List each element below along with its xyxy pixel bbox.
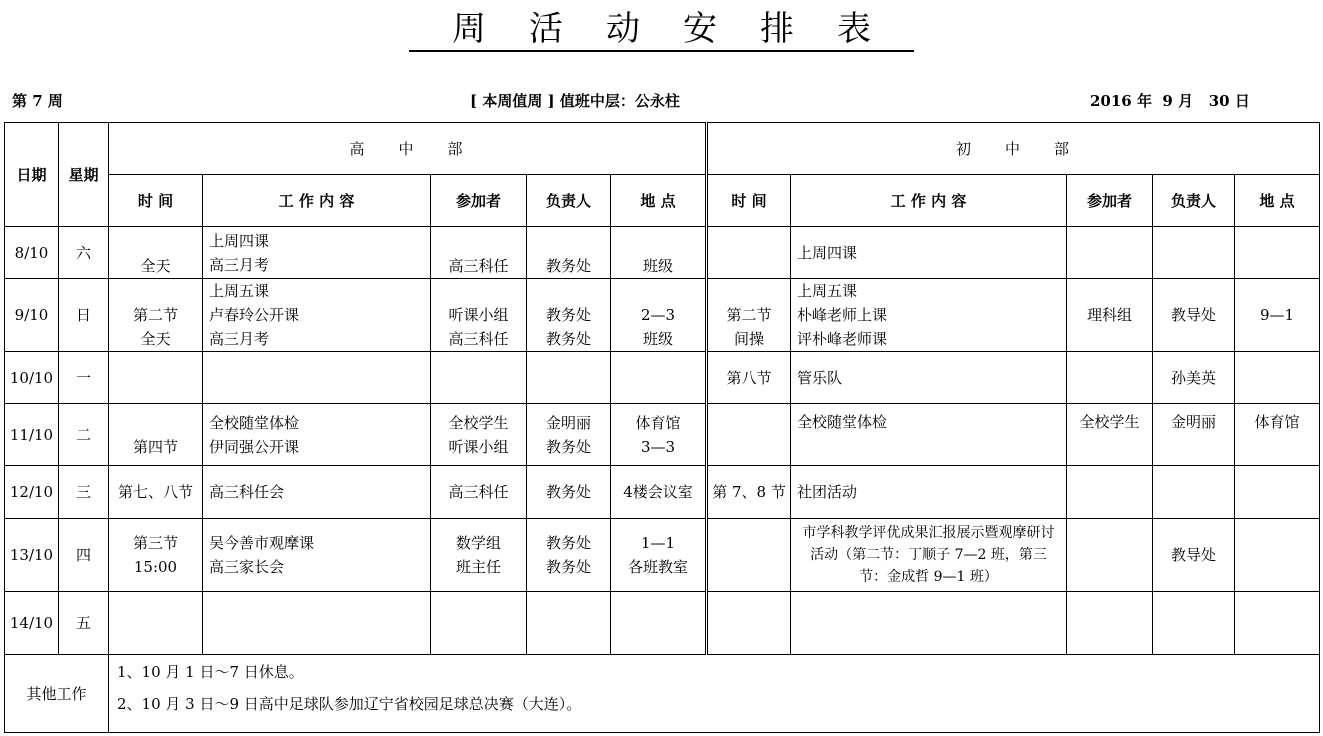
row-weekday: 四 [59,519,109,592]
j-location [1235,352,1320,404]
table-row [5,227,1320,279]
j-leader: 教导处 [1153,519,1235,592]
j-participants [1067,466,1153,519]
schedule-table [4,122,1320,733]
j-time: 第二节 间操 [707,279,791,352]
h-location [611,592,707,655]
h-participants [431,352,527,404]
note-item: 1、10 月 1 日～7 日休息。 [117,663,304,681]
h-leader: 教务处 教务处 [527,279,611,352]
table-row [5,352,1320,404]
h-content: 上周五课 卢春玲公开课 高三月考 [203,279,431,352]
note-item: 2、10 月 3 日～9 日高中足球队参加辽宁省校园足球总决赛（大连）。 [117,695,582,713]
h-time: 第三节 15:00 [109,519,203,592]
week-number: 第 7 周 [12,92,63,110]
row-weekday: 六 [59,227,109,279]
j-content: 市学科教学评优成果汇报展示暨观摩研讨活动（第二节：丁顺子 7—2 班，第三节：金成哲 9—1 班） [791,519,1067,592]
j-col-content: 工 作 内 容 [791,175,1067,227]
j-content [791,592,1067,655]
j-content: 上周五课 朴峰老师上课 评朴峰老师课 [791,279,1067,352]
row-weekday: 五 [59,592,109,655]
h-location: 班级 [611,227,707,279]
j-participants [1067,592,1153,655]
row-date: 13/10 [5,519,59,592]
row-date: 12/10 [5,466,59,519]
j-content: 全校随堂体检 [791,404,1067,466]
j-location [1235,519,1320,592]
header-row-sections [5,123,1320,175]
j-location: 9—1 [1235,279,1320,352]
col-weekday: 星期 [59,123,109,227]
section-high-school: 高中部 [109,123,707,175]
h-content [203,592,431,655]
j-time: 第 7、8 节 [707,466,791,519]
h-location: 4楼会议室 [611,466,707,519]
j-time: 第八节 [707,352,791,404]
h-participants: 听课小组 高三科任 [431,279,527,352]
page-title: 周活动安排表 [0,8,1323,52]
h-time [109,352,203,404]
table-row [5,466,1320,519]
j-participants [1067,352,1153,404]
j-location: 体育馆 [1235,404,1320,466]
j-participants [1067,227,1153,279]
h-leader: 教务处 [527,227,611,279]
h-location: 1—1 各班教室 [611,519,707,592]
h-leader [527,592,611,655]
j-location [1235,466,1320,519]
h-location: 体育馆 3—3 [611,404,707,466]
j-leader: 教导处 [1153,279,1235,352]
j-time [707,404,791,466]
j-leader: 孙美英 [1153,352,1235,404]
other-work-notes [109,655,1320,733]
col-date: 日期 [5,123,59,227]
h-leader: 金明丽 教务处 [527,404,611,466]
h-col-leader: 负责人 [527,175,611,227]
h-participants: 全校学生 听课小组 [431,404,527,466]
row-weekday: 二 [59,404,109,466]
h-participants: 高三科任 [431,466,527,519]
row-date: 11/10 [5,404,59,466]
j-leader [1153,592,1235,655]
j-leader: 金明丽 [1153,404,1235,466]
h-content: 高三科任会 [203,466,431,519]
j-participants [1067,519,1153,592]
j-content: 上周四课 [791,227,1067,279]
j-col-location: 地 点 [1235,175,1320,227]
j-content: 管乐队 [791,352,1067,404]
j-participants: 全校学生 [1067,404,1153,466]
table-row [5,404,1320,466]
h-participants: 高三科任 [431,227,527,279]
h-time: 全天 [109,227,203,279]
h-time: 第二节 全天 [109,279,203,352]
j-leader [1153,227,1235,279]
j-time [707,227,791,279]
row-weekday: 三 [59,466,109,519]
row-date: 9/10 [5,279,59,352]
other-work-row [5,655,1320,733]
header-row-columns [5,175,1320,227]
h-time: 第四节 [109,404,203,466]
j-col-participants: 参加者 [1067,175,1153,227]
h-col-location: 地 点 [611,175,707,227]
j-col-leader: 负责人 [1153,175,1235,227]
h-leader: 教务处 教务处 [527,519,611,592]
h-content: 吴今善市观摩课 高三家长会 [203,519,431,592]
row-date: 10/10 [5,352,59,404]
schedule-date: 2016 年 9 月 30 日 [1090,92,1250,110]
j-participants: 理科组 [1067,279,1153,352]
row-weekday: 日 [59,279,109,352]
row-weekday: 一 [59,352,109,404]
row-date: 8/10 [5,227,59,279]
h-leader: 教务处 [527,466,611,519]
h-participants: 数学组 班主任 [431,519,527,592]
h-location [611,352,707,404]
h-col-content: 工 作 内 容 [203,175,431,227]
h-time [109,592,203,655]
h-participants [431,592,527,655]
j-time [707,592,791,655]
table-row [5,519,1320,592]
j-col-time: 时 间 [707,175,791,227]
other-work-label: 其他工作 [5,655,109,733]
h-content [203,352,431,404]
h-leader [527,352,611,404]
h-time: 第七、八节 [109,466,203,519]
h-content: 全校随堂体检 伊同强公开课 [203,404,431,466]
j-time [707,519,791,592]
h-col-time: 时 间 [109,175,203,227]
j-location [1235,227,1320,279]
table-row [5,592,1320,655]
section-junior-school: 初中部 [707,123,1320,175]
j-location [1235,592,1320,655]
table-row [5,279,1320,352]
h-col-participants: 参加者 [431,175,527,227]
j-leader [1153,466,1235,519]
duty-info: [ 本周值周 ] 值班中层：公永柱 [470,92,680,110]
h-content: 上周四课 高三月考 [203,227,431,279]
j-content: 社团活动 [791,466,1067,519]
row-date: 14/10 [5,592,59,655]
h-location: 2—3 班级 [611,279,707,352]
